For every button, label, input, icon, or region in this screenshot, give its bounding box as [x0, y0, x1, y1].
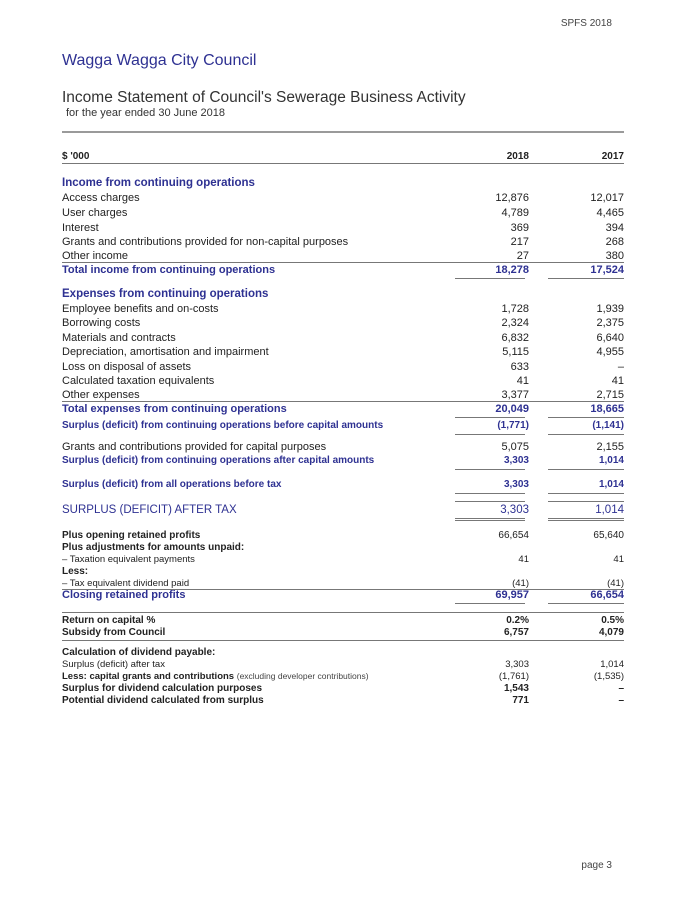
label-text: Less: capital grants and contributions	[62, 671, 235, 682]
row-label: User charges	[62, 207, 128, 219]
value-2017: 17,524	[590, 264, 624, 276]
value-2018: (1,761)	[498, 671, 529, 682]
value-2018: 4,789	[501, 207, 529, 219]
value-2018: 12,876	[495, 192, 529, 204]
page-title: Income Statement of Council's Sewerage Business Activity	[62, 89, 466, 106]
double-underline	[548, 520, 624, 521]
total-underline	[548, 417, 624, 418]
total-underline	[548, 469, 624, 470]
value-2018: 3,303	[503, 455, 529, 466]
table-row	[62, 695, 624, 710]
value-2017: 2,375	[596, 317, 624, 329]
value-2017: 41	[613, 554, 624, 565]
value-2017: 18,665	[590, 403, 624, 415]
value-2018: 3,303	[503, 479, 529, 490]
row-label	[62, 671, 369, 682]
page-subtitle: for the year ended 30 June 2018	[66, 107, 226, 119]
table-row	[62, 303, 624, 318]
table-row	[62, 375, 624, 390]
value-2017: 1,014	[600, 659, 624, 670]
value-2017: (41)	[607, 578, 624, 589]
total-underline	[455, 434, 525, 435]
section-heading	[62, 177, 624, 192]
row-label: Less:	[62, 566, 89, 577]
value-2018: 41	[518, 554, 529, 565]
row-label: Other expenses	[62, 389, 140, 401]
row-label: – Taxation equivalent payments	[62, 554, 195, 565]
row-label: Grants and contributions provided for capital purposes	[62, 441, 327, 453]
value-2018: 69,957	[495, 589, 529, 601]
row-label: SURPLUS (DEFICIT) AFTER TAX	[62, 504, 237, 516]
surplus-after-tax-row	[62, 504, 624, 519]
table-row	[62, 192, 624, 207]
total-row	[62, 589, 624, 604]
value-2018: 3,377	[501, 389, 529, 401]
value-2017: 1,939	[596, 303, 624, 315]
value-2018: 1,543	[503, 683, 529, 694]
value-2018: 18,278	[495, 264, 529, 276]
document-id: SPFS 2018	[560, 18, 612, 29]
row-label: Employee benefits and on-costs	[62, 303, 219, 315]
value-2017: (1,535)	[593, 671, 624, 682]
value-2017: –	[618, 695, 624, 706]
row-label: Materials and contracts	[62, 332, 176, 344]
row-label: Subsidy from Council	[62, 627, 166, 638]
value-2017: 65,640	[593, 530, 624, 541]
value-2018: 6,757	[503, 627, 529, 638]
value-2017: 6,640	[596, 332, 624, 344]
council-name: Wagga Wagga City Council	[62, 52, 257, 69]
page-number: page 3	[581, 860, 612, 871]
row-label: Return on capital %	[62, 615, 156, 626]
value-2018: 1,728	[501, 303, 529, 315]
value-2017: (1,141)	[592, 420, 624, 431]
row-label: Surplus (deficit) from continuing operations before capital amounts	[62, 420, 384, 431]
row-label: Depreciation, amortisation and impairment	[62, 346, 269, 358]
total-underline	[455, 469, 525, 470]
row-divider	[62, 401, 624, 402]
table-row	[62, 346, 624, 361]
table-row	[62, 441, 624, 456]
surplus-row	[62, 455, 624, 470]
value-2017: 41	[611, 375, 624, 387]
value-2017: 66,654	[590, 589, 624, 601]
total-row	[62, 403, 624, 418]
value-2017: 4,079	[598, 627, 624, 638]
year-2018-header: 2018	[506, 151, 529, 162]
surplus-row	[62, 479, 624, 494]
total-row	[62, 264, 624, 279]
row-label: Surplus (deficit) from continuing operations after capital amounts	[62, 455, 375, 466]
double-underline	[455, 518, 525, 519]
value-2017: 2,715	[596, 389, 624, 401]
row-divider	[62, 640, 624, 641]
table-row	[62, 361, 624, 376]
row-divider	[62, 612, 624, 613]
total-underline	[455, 417, 525, 418]
unit-label: $ '000	[62, 151, 90, 162]
row-label: Grants and contributions provided for non-capital purposes	[62, 236, 349, 248]
row-label: Surplus for dividend calculation purposes	[62, 683, 263, 694]
value-2017: 1,014	[598, 479, 624, 490]
table-row	[62, 236, 624, 251]
value-2018: (41)	[512, 578, 529, 589]
total-underline	[455, 603, 525, 604]
row-label: Surplus (deficit) from all operations before tax	[62, 479, 282, 490]
surplus-row	[62, 420, 624, 435]
row-label: Plus adjustments for amounts unpaid:	[62, 542, 245, 553]
row-divider	[62, 262, 624, 263]
title-divider	[62, 131, 624, 133]
value-2018: (1,771)	[497, 420, 529, 431]
total-underline	[548, 493, 624, 494]
row-label: Borrowing costs	[62, 317, 141, 329]
row-label: Plus opening retained profits	[62, 530, 201, 541]
value-2018: 20,049	[495, 403, 529, 415]
table-row	[62, 332, 624, 347]
value-2017: 2,155	[596, 441, 624, 453]
value-2018: 3,303	[505, 659, 529, 670]
table-row	[62, 207, 624, 222]
value-2018: 5,075	[501, 441, 529, 453]
total-overline	[455, 501, 525, 502]
value-2017: 12,017	[590, 192, 624, 204]
value-2017: 380	[605, 250, 624, 262]
value-2018: 217	[510, 236, 529, 248]
value-2017: 0.5%	[601, 615, 624, 626]
value-2017: 4,955	[596, 346, 624, 358]
value-2017: –	[617, 361, 624, 373]
row-label: Surplus (deficit) after tax	[62, 659, 165, 670]
value-2018: 771	[512, 695, 529, 706]
year-2017-header: 2017	[601, 151, 624, 162]
row-label: Interest	[62, 222, 99, 234]
value-2018: 6,832	[501, 332, 529, 344]
row-label: Total income from continuing operations	[62, 264, 276, 276]
total-underline	[455, 278, 525, 279]
row-label: Potential dividend calculated from surplus	[62, 695, 264, 706]
value-2018: 27	[516, 250, 529, 262]
row-label: – Tax equivalent dividend paid	[62, 578, 190, 589]
table-row	[62, 222, 624, 237]
row-label: Other income	[62, 250, 129, 262]
row-label: Closing retained profits	[62, 589, 186, 601]
value-2018: 41	[516, 375, 529, 387]
value-2017: –	[618, 683, 624, 694]
row-label: Loss on disposal of assets	[62, 361, 192, 373]
value-2018: 66,654	[498, 530, 529, 541]
value-2018: 3,303	[500, 504, 529, 516]
row-label: Calculated taxation equivalents	[62, 375, 215, 387]
value-2018: 369	[510, 222, 529, 234]
expenses-heading: Expenses from continuing operations	[62, 288, 269, 300]
total-underline	[548, 434, 624, 435]
row-label: Access charges	[62, 192, 140, 204]
income-heading: Income from continuing operations	[62, 177, 255, 189]
value-2017: 1,014	[598, 455, 624, 466]
value-2017: 4,465	[596, 207, 624, 219]
value-2018: 0.2%	[506, 615, 529, 626]
total-underline	[455, 493, 525, 494]
row-label: Total expenses from continuing operations	[62, 403, 287, 415]
dividend-heading: Calculation of dividend payable:	[62, 647, 216, 658]
double-underline	[548, 518, 624, 519]
table-row	[62, 317, 624, 332]
label-note: (excluding developer contributions)	[236, 671, 369, 681]
value-2018: 633	[510, 361, 529, 373]
value-2018: 5,115	[502, 346, 529, 358]
total-underline	[548, 278, 624, 279]
double-underline	[455, 520, 525, 521]
header-divider	[62, 163, 624, 164]
value-2017: 394	[605, 222, 624, 234]
value-2018: 2,324	[501, 317, 529, 329]
total-overline	[548, 501, 624, 502]
total-underline	[548, 603, 624, 604]
value-2017: 268	[605, 236, 624, 248]
section-heading	[62, 288, 624, 303]
value-2017: 1,014	[595, 504, 624, 516]
